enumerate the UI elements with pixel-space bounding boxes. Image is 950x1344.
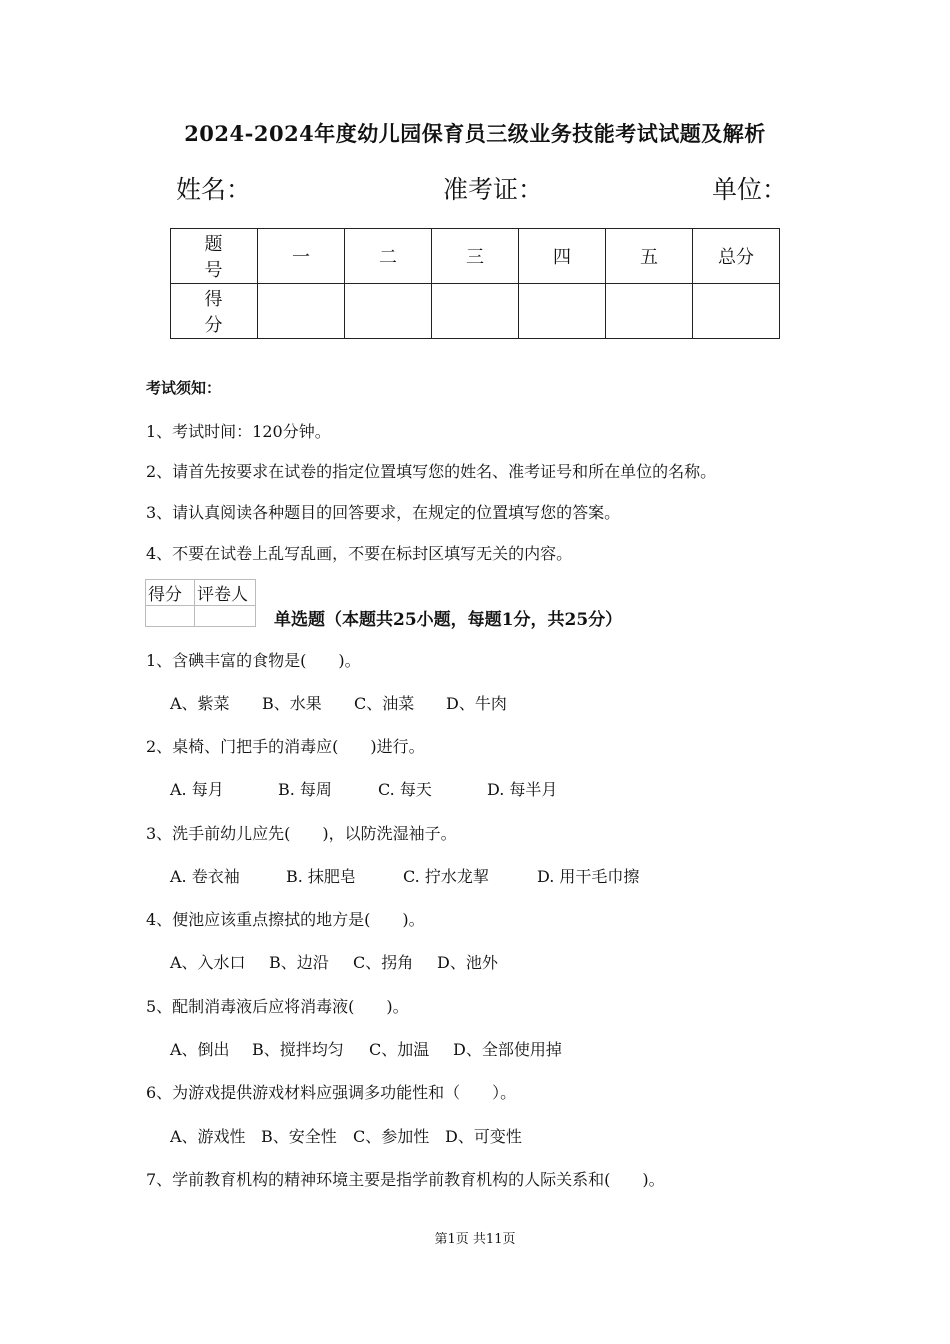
section-1-header: 一 bbox=[258, 229, 345, 284]
grader-score-cell bbox=[146, 606, 195, 627]
page-title: 2024-2024年度幼儿园保育员三级业务技能考试试题及解析 bbox=[184, 121, 766, 146]
question-options bbox=[170, 1124, 522, 1147]
notice-item: 1、考试时间：120分钟。 bbox=[146, 422, 331, 441]
score-table-score-row bbox=[171, 284, 780, 339]
section-title: 单选题（本题共25小题，每题1分，共25分） bbox=[274, 610, 623, 630]
notice-heading: 考试须知： bbox=[146, 379, 222, 397]
section-3-header: 三 bbox=[432, 229, 519, 284]
section-4-header: 四 bbox=[519, 229, 606, 284]
question-text: 6、为游戏提供游戏材料应强调多功能性和（ ）。 bbox=[146, 1083, 517, 1102]
option: B. 每周 bbox=[278, 780, 332, 799]
option: B、安全性 bbox=[261, 1127, 337, 1146]
score-table-header-row bbox=[171, 229, 780, 284]
name-field-label: 姓名： bbox=[176, 175, 252, 204]
question-text: 1、含碘丰富的食物是( )。 bbox=[146, 651, 361, 670]
score-row-label: 得 分 bbox=[171, 284, 258, 339]
notice-item: 4、不要在试卷上乱写乱画，不要在标封区填写无关的内容。 bbox=[146, 544, 573, 563]
candidate-fields bbox=[0, 170, 950, 206]
score-cell bbox=[258, 284, 345, 339]
score-cell bbox=[519, 284, 606, 339]
notice-item: 3、请认真阅读各种题目的回答要求，在规定的位置填写您的答案。 bbox=[146, 503, 621, 522]
page-footer: 第1页 共11页 bbox=[434, 1232, 516, 1247]
question-text: 7、学前教育机构的精神环境主要是指学前教育机构的人际关系和( )。 bbox=[146, 1170, 665, 1189]
option: D、可变性 bbox=[445, 1127, 522, 1146]
option: D. 每半月 bbox=[487, 780, 558, 799]
option: A、倒出 bbox=[170, 1040, 230, 1059]
option: C、油菜 bbox=[354, 694, 415, 713]
question-number-header: 题 号 bbox=[171, 229, 258, 284]
option: D、牛肉 bbox=[446, 694, 507, 713]
score-cell bbox=[693, 284, 780, 339]
score-cell bbox=[606, 284, 693, 339]
question-text: 3、洗手前幼儿应先( )，以防洗湿袖子。 bbox=[146, 824, 457, 843]
notice-item: 2、请首先按要求在试卷的指定位置填写您的姓名、准考证号和所在单位的名称。 bbox=[146, 462, 717, 481]
question-options bbox=[170, 950, 498, 973]
score-cell bbox=[345, 284, 432, 339]
question-text: 5、配制消毒液后应将消毒液( )。 bbox=[146, 997, 409, 1016]
total-header: 总分 bbox=[693, 229, 780, 284]
option: D、池外 bbox=[437, 953, 498, 972]
question-text: 2、桌椅、门把手的消毒应( )进行。 bbox=[146, 737, 425, 756]
option: A. 卷衣袖 bbox=[170, 867, 240, 886]
option: C、参加性 bbox=[353, 1127, 430, 1146]
question-text: 4、便池应该重点擦拭的地方是( )。 bbox=[146, 910, 425, 929]
score-table bbox=[170, 228, 780, 339]
option: C. 每天 bbox=[378, 780, 432, 799]
grader-box bbox=[145, 579, 256, 627]
question-options bbox=[170, 691, 507, 714]
option: B、水果 bbox=[262, 694, 322, 713]
score-cell bbox=[432, 284, 519, 339]
exam-id-field-label: 准考证： bbox=[443, 175, 544, 204]
question-options bbox=[170, 1037, 562, 1060]
grader-reviewer-label: 评卷人 bbox=[195, 580, 256, 606]
question-options bbox=[170, 864, 639, 887]
option: B、边沿 bbox=[269, 953, 329, 972]
option: C. 拧水龙挈 bbox=[403, 867, 489, 886]
grader-score-label: 得分 bbox=[146, 580, 195, 606]
option: A. 每月 bbox=[170, 780, 224, 799]
question-options bbox=[170, 777, 557, 800]
option: B、搅拌均匀 bbox=[252, 1040, 344, 1059]
option: B. 抹肥皂 bbox=[286, 867, 356, 886]
option: C、拐角 bbox=[353, 953, 414, 972]
section-2-header: 二 bbox=[345, 229, 432, 284]
unit-field-label: 单位： bbox=[712, 175, 788, 204]
grader-reviewer-cell bbox=[195, 606, 256, 627]
option: A、入水口 bbox=[170, 953, 246, 972]
option: D、全部使用掉 bbox=[453, 1040, 562, 1059]
option: A、游戏性 bbox=[170, 1127, 246, 1146]
option: D. 用干毛巾擦 bbox=[537, 867, 640, 886]
section-5-header: 五 bbox=[606, 229, 693, 284]
option: C、加温 bbox=[369, 1040, 430, 1059]
option: A、紫菜 bbox=[170, 694, 230, 713]
